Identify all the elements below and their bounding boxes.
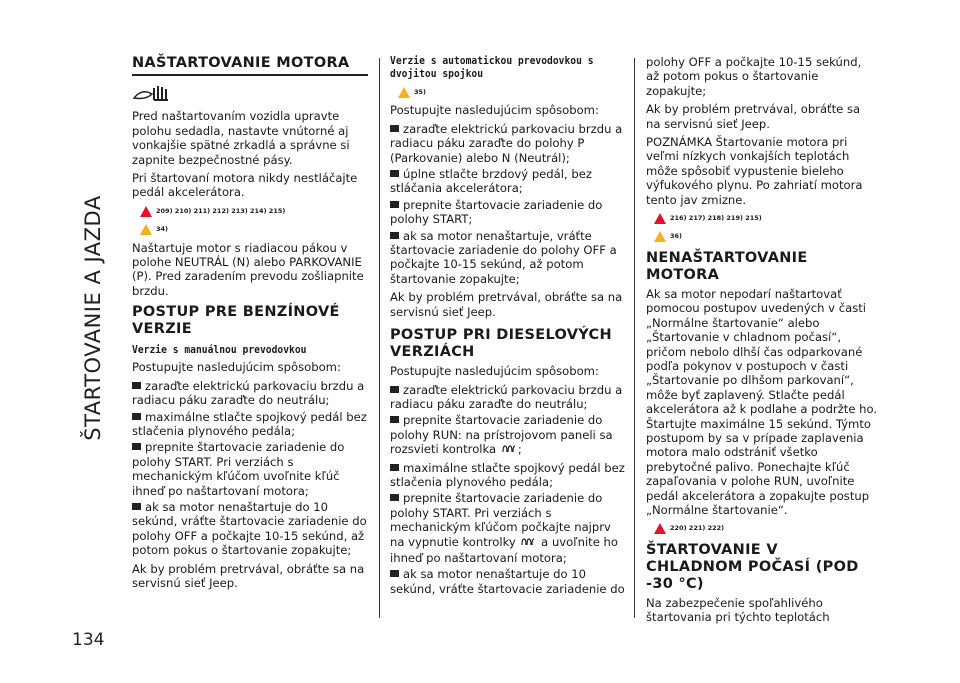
- bullet-icon: [390, 416, 399, 423]
- warning-reference: 216) 217) 218) 219) 215): [654, 211, 878, 225]
- list-item: zaraďte elektrickú parkovaciu brzdu a radiacu páku zaraďte do polohy P (Parkovanie) alebo N (Neutrál);: [390, 121, 623, 165]
- bullet-icon: [132, 382, 141, 389]
- caution-triangle-icon: [398, 87, 410, 98]
- warning-reference: 220) 221) 222): [654, 521, 878, 535]
- paragraph: Ak by problém pretrvával, obráťte sa na servisnú sieť Jeep.: [132, 561, 365, 590]
- glow-plug-icon: [519, 537, 537, 551]
- side-section-title: ŠTARTOVANIE A JAZDA: [81, 195, 105, 441]
- heading-engine-not-starting: NENAŠTARTOVANIE MOTORA: [646, 249, 808, 283]
- paragraph: Postupujte nasledujúcim spôsobom:: [390, 103, 599, 118]
- warning-triangle-icon: [654, 213, 666, 224]
- glow-plug-icon: [500, 444, 518, 458]
- caution-reference: 35): [398, 85, 626, 99]
- paragraph: Ak by problém pretrvával, obráťte sa na servisnú sieť Jeep.: [646, 102, 861, 131]
- column-1: [132, 55, 368, 594]
- bullet-icon: [132, 443, 141, 450]
- paragraph: Postupujte nasledujúcim spôsobom:: [390, 364, 599, 379]
- bullet-icon: [390, 125, 399, 132]
- column-divider-1: [379, 58, 380, 618]
- paragraph: Postupujte nasledujúcim spôsobom:: [132, 360, 341, 375]
- column-2: [390, 55, 626, 598]
- note-paragraph: POZNÁMKA Štartovanie motora pri veľmi nízkych vonkajších teplotách môže spôsobiť vypustenie bieleho výfukového plynu. Po zahriatí motora tento jav zmizne.: [646, 135, 863, 207]
- list-item: maximálne stlačte spojkový pedál bez stlačenia plynového pedála;: [390, 460, 625, 489]
- warning-triangle-icon: [140, 206, 152, 217]
- bullet-icon: [390, 464, 399, 471]
- list-item: prepnite štartovacie zariadenie do polohy RUN: na prístrojovom paneli sa rozsvieti kontrolka ;: [390, 413, 626, 458]
- paragraph: Pred naštartovaním vozidla upravte polohu sedadla, nastavte vnútorné aj vonkajšie spätné zrkadlá a správne si zapnite bezpečnostné pásy.: [132, 109, 350, 167]
- paragraph: polohy OFF a počkajte 10-15 sekúnd, až potom pokus o štartovanie zopakujte;: [646, 55, 862, 98]
- bullet-icon: [132, 413, 141, 420]
- caution-reference: 36): [654, 229, 878, 243]
- page-number: 134: [72, 630, 105, 650]
- leaf-hand-icon: [132, 84, 368, 107]
- paragraph: Naštartuje motor s riadiacou pákou v polohe NEUTRÁL (N) alebo PARKOVANIE (P). Pred zaradením prevodu zošliapnite brzdu.: [132, 240, 364, 298]
- list-item: ak sa motor nenaštartuje do 10 sekúnd, vráťte štartovacie zariadenie do polohy OFF a počkajte 10-15 sekúnd, až potom pokus o štartovanie zopakujte;: [132, 499, 367, 558]
- list-item: ak sa motor nenaštartuje, vráťte štartovacie zariadenie do polohy OFF a počkajte 10-15 sekúnd, až potom štartovanie zopakujte;: [390, 228, 617, 286]
- bullet-icon: [390, 570, 399, 577]
- list-item: úplne stlačte brzdový pedál, bez stláčania akcelerátora;: [390, 167, 592, 196]
- bullet-icon: [390, 232, 399, 239]
- column-3: [646, 55, 878, 629]
- paragraph: Pri štartovaní motora nikdy nestláčajte pedál akcelerátora.: [132, 171, 358, 200]
- list-item: prepnite štartovacie zariadenie do polohy START. Pri verziách s mechanickým kľúčom uvoľnite kľúč ihneď po naštartovaní motora;: [132, 440, 345, 498]
- caution-reference: 34): [140, 222, 368, 236]
- bullet-icon: [390, 201, 399, 208]
- warning-reference: 209) 210) 211) 212) 213) 214) 215): [140, 204, 368, 218]
- bullet-icon: [390, 386, 399, 393]
- bullet-icon: [132, 503, 141, 510]
- paragraph: Na zabezpečenie spoľahlivého štartovania pri týchto teplotách: [646, 595, 830, 625]
- warning-triangle-icon: [654, 523, 666, 534]
- subheading-automatic: Verzie s automatickou prevodovkou s dvojitou spojkou: [390, 55, 594, 80]
- subheading-manual: Verzie s manuálnou prevodovkou: [132, 344, 307, 357]
- caution-triangle-icon: [140, 224, 152, 235]
- heading-engine-start: NAŠTARTOVANIE MOTORA: [132, 55, 368, 76]
- list-item: maximálne stlačte spojkový pedál bez stlačenia plynového pedála;: [132, 409, 367, 438]
- caution-triangle-icon: [654, 231, 666, 242]
- list-item: prepnite štartovacie zariadenie do polohy START;: [390, 197, 603, 227]
- heading-cold-weather: ŠTARTOVANIE V CHLADNOM POČASÍ (POD -30 °C): [646, 541, 859, 592]
- list-item: zaraďte elektrickú parkovaciu brzdu a radiacu páku zaraďte do neutrálu;: [390, 382, 623, 411]
- paragraph: Ak sa motor nepodarí naštartovať pomocou postupov uvedených v časti „Normálne štartovanie“ alebo „Štartovanie v chladnom počasí“, pričom nebolo dlhší čas odparkované podľa pokynov v postupoch v časti „Štartovanie po dlhšom parkovaní“, môže byť zaplavený. Stlačte pedál akcelerátora až k podlahe a podržte ho. Štartujte maximálne 15 sekúnd. Týmto postupom by sa v prípade zaplavenia motora malo odstrániť všetko prebytočné palivo. Ponechajte kľúč zapaľovania v polohe RUN, uvoľnite pedál akcelerátora a zopakujte postup „Normálne štartovanie“.: [646, 286, 878, 517]
- list-item: prepnite štartovacie zariadenie do polohy START. Pri verziách s mechanickým kľúčom počkajte najprv na vypnutie kontrolky a uvoľnite ho ihneď po naštartovaní motora;: [390, 491, 618, 565]
- heading-petrol-procedure: POSTUP PRE BENZÍNOVÉ VERZIE: [132, 304, 340, 338]
- paragraph: Ak by problém pretrvával, obráťte sa na servisnú sieť Jeep.: [390, 290, 623, 319]
- heading-diesel-procedure: POSTUP PRI DIESELOVÝCH VERZIÁCH: [390, 327, 612, 361]
- list-item: zaraďte elektrickú parkovaciu brzdu a radiacu páku zaraďte do neutrálu;: [132, 378, 365, 408]
- column-divider-2: [634, 58, 635, 618]
- bullet-icon: [390, 494, 399, 501]
- bullet-icon: [390, 170, 399, 177]
- list-item: ak sa motor nenaštartuje do 10 sekúnd, vráťte štartovacie zariadenie do: [390, 567, 625, 596]
